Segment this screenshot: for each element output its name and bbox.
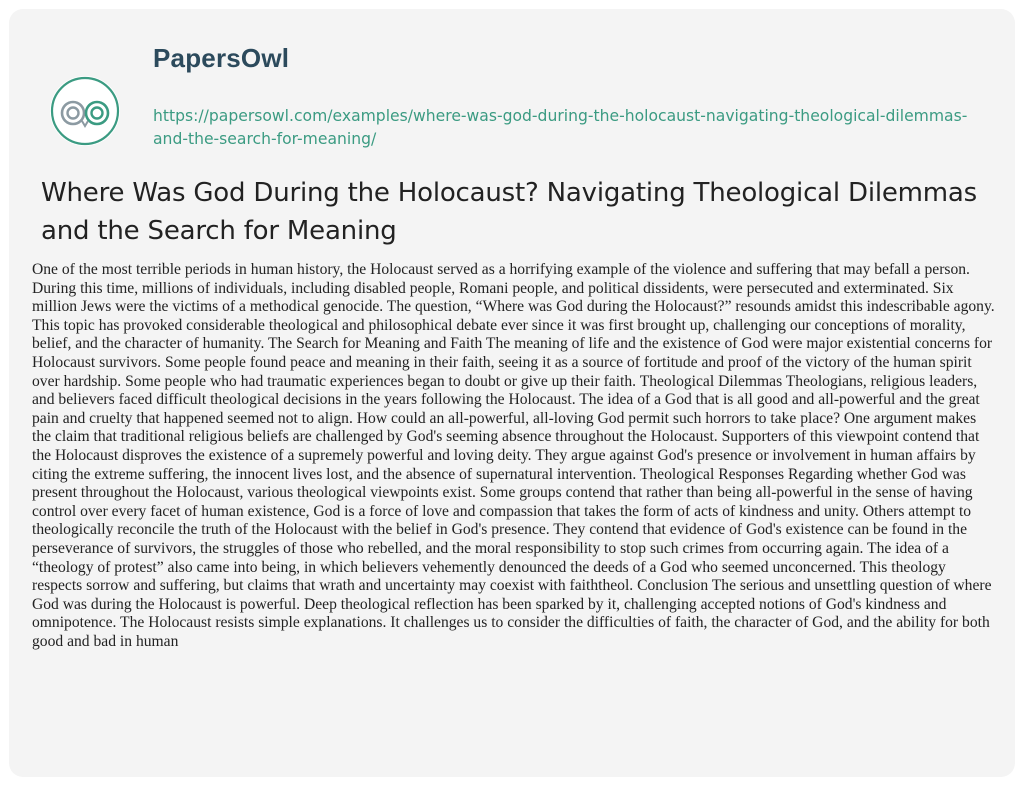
document-body: One of the most terrible periods in human history, the Holocaust served as a horrifying example of the violence and suffering that may befall a person. During this time, millions of individuals, including disabled people, Romani people, and political dissidents, were persecuted and exterminated. Six million Jews were the victims of a methodical genocide. The question, “Where was God during the Holocaust?” resounds amidst this indescribable agony. This topic has provoked considerable theological and philosophical debate ever since it was first brought up, challenging our conceptions of morality, belief, and the character of humanity. The Search for Meaning and Faith The meaning of life and the existence of God were major existential concerns for Holocaust survivors. Some people found peace and meaning in their faith, seeing it as a source of fortitude and proof of the victory of the human spirit over hardship. Some people who had traumatic experiences began to doubt or give up their faith. Theological Dilemmas Theologians, religious leaders, and believers faced difficult theological decisions in the years following the Holocaust. The idea of a God that is all good and all-powerful and the great pain and cruelty that happened seemed not to align. How could an all-powerful, all-loving God permit such horrors to take place? One argument makes the claim that traditional religious beliefs are challenged by God's seeming absence throughout the Holocaust. Supporters of this viewpoint contend that the Holocaust disproves the existence of a supremely powerful and loving deity. They argue against God's presence or involvement in human affairs by citing the extreme suffering, the innocent lives lost, and the absence of supernatural intervention. Theological Responses Regarding whether God was present throughout the Holocaust, various theological viewpoints exist. Some groups contend that rather than being all-powerful in the sense of having control over every facet of human existence, God is a force of love and compassion that takes the form of acts of kindness and unity. Others attempt to theologically reconcile the truth of the Holocaust with the belief in God's presence. They contend that evidence of God's existence can be found in the perseverance of survivors, the struggles of those who rebelled, and the moral responsibility to stop such crimes from occurring again. The idea of a “theology of protest” also came into being, in which believers vehemently denounced the deeds of a God who seemed unconcerned. This theology respects sorrow and suffering, but claims that wrath and uncertainty may coexist with faiththeol. Conclusion The serious and unsettling question of where God was during the Holocaust is powerful. Deep theological reflection has been sparked by it, challenging accepted notions of God's kindness and omnipotence. The Holocaust resists simple explanations. It challenges us to consider the difficulties of faith, the character of God, and the ability for both good and bad in human: [32, 261, 995, 650]
document-header: [9, 9, 1015, 169]
brand-name: PapersOwl: [153, 43, 290, 73]
owl-eyes-logo-icon: [49, 75, 121, 147]
document-card: [9, 9, 1015, 777]
source-url-link[interactable]: https://papersowl.com/examples/where-was-god-during-the-holocaust-navigating-theological-dilemmas-and-the-search-for-meaning/: [153, 107, 968, 148]
document-title: Where Was God During the Holocaust? Navigating Theological Dilemmas and the Search for Meaning: [41, 178, 977, 246]
